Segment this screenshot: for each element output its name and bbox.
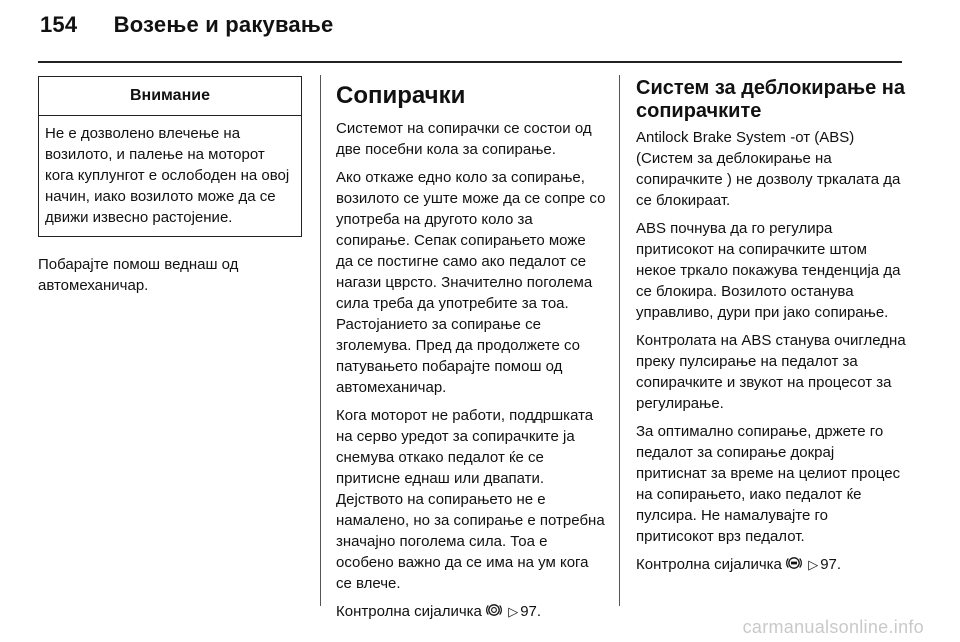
paragraph: Antilock Brake System -от (ABS) (Систем за деблокирање на сопирачките ) не дозволу тркалата да се блокираат.: [636, 129, 901, 209]
warning-text: Не е дозволено влечење на возилото, и палење на моторот кога куплунгот е ослободен на овој начин, иако возилото може да се движи извесно растојение.: [45, 125, 290, 226]
page-reference-arrow-icon: ▷: [808, 557, 819, 572]
page-header: [40, 12, 333, 38]
paragraph: Контролата на ABS станува очигледна преку пулсирање на педалот за сопирачките и звукот на процесот за регулирање.: [636, 332, 906, 412]
reference-page[interactable]: 97.: [520, 603, 542, 620]
reference-line: [336, 601, 606, 622]
paragraph: Побарајте помош веднаш од автомеханичар.: [38, 256, 239, 294]
column-3: [636, 77, 906, 582]
column-2: [336, 82, 606, 629]
paragraph: Системот на сопирачки се состои од две посебни кола за сопирање.: [336, 120, 592, 158]
page-reference-arrow-icon: ▷: [508, 604, 519, 619]
paragraph: Ако откаже едно коло за сопирање, возилото се уште може да се сопре со употреба на другото коло за сопирање. Сепак сопирањето може да се постигне само ако педалот се нагази цврсто. Значително поголема сила треба да употребите за тоа. Растојанието за сопирање се зголемува. Пред да продолжете со патувањето побарајте помош од автомеханичар.: [336, 169, 606, 396]
reference-text: Контролна сијаличка: [636, 556, 782, 573]
paragraph: За оптимално сопирање, држете го педалот за сопирање докрај притиснат за време на целиот процес на сопирањето, иако педалот ќе пулсира. Не намалувајте го притисокот врз педалот.: [636, 423, 901, 545]
column-1: [38, 76, 304, 303]
warning-box: [38, 76, 302, 237]
warning-title: Внимание: [39, 77, 301, 116]
abs-warning-lamp-icon: [786, 555, 802, 571]
column-divider-2: [619, 75, 620, 606]
page-title: Возење и ракување: [113, 12, 334, 37]
reference-text: Контролна сијаличка: [336, 603, 482, 620]
section-heading-brakes: Сопирачки: [336, 82, 466, 109]
column-divider-1: [320, 75, 321, 606]
reference-line: [636, 554, 906, 575]
paragraph: ABS почнува да го регулира притисокот на сопирачките штом некое тркало покажува тенденција да се блокира. Возилото останува управливо, дури при јако сопирање.: [636, 220, 901, 321]
watermark: carmanualsonline.info: [742, 617, 924, 637]
reference-page[interactable]: 97.: [820, 556, 842, 573]
brake-warning-lamp-icon: [486, 602, 502, 618]
page-number: 154: [40, 12, 78, 37]
section-heading-abs: Систем за деблокирање на сопирачките: [636, 77, 905, 122]
paragraph: Кога моторот не работи, поддршката на серво уредот за сопирачките ја снемува откако педалот ќе се притисне еднаш или двапати. Дејството на сопирањето не е намалено, но за сопирање е потребна значајно поголема сила. Тоа е особено важно да се има на ум кога се влече.: [336, 407, 605, 592]
header-rule: [38, 61, 902, 63]
